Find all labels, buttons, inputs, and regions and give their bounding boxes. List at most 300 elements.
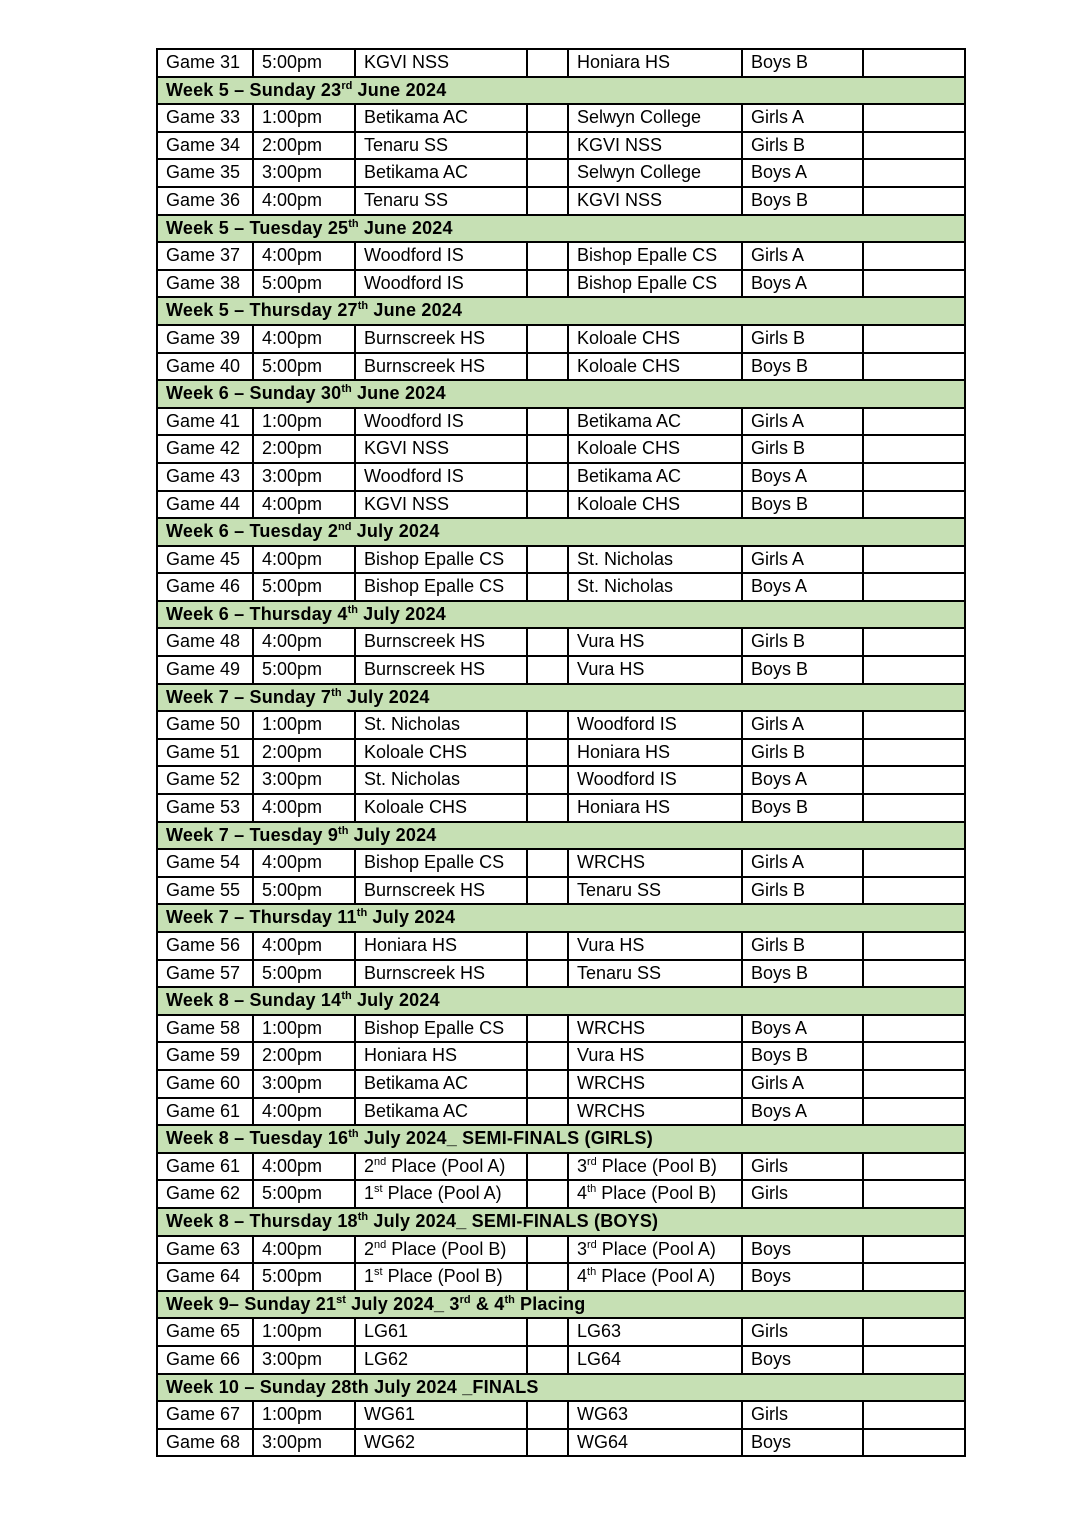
time-cell: 1:00pm <box>253 1318 355 1346</box>
game-id-cell: Game 57 <box>157 960 253 988</box>
home-team-cell: KGVI NSS <box>355 435 527 463</box>
time-cell: 5:00pm <box>253 656 355 684</box>
notes-cell <box>863 711 965 739</box>
vs-spacer-cell <box>527 573 568 601</box>
vs-spacer-cell <box>527 104 568 132</box>
game-id-cell: Game 65 <box>157 1318 253 1346</box>
ordinal-superscript: rd <box>341 79 353 92</box>
game-row <box>157 1429 965 1457</box>
game-row <box>157 877 965 905</box>
vs-spacer-cell <box>527 1346 568 1374</box>
division-cell: Girls B <box>742 877 863 905</box>
home-team-cell: Tenaru SS <box>355 187 527 215</box>
ordinal-superscript: th <box>357 1210 369 1223</box>
game-row <box>157 242 965 270</box>
away-team-cell: Koloale CHS <box>568 325 742 353</box>
week-header-row <box>157 904 965 932</box>
ordinal-superscript: rd <box>587 1155 597 1168</box>
ordinal-superscript: th <box>587 1183 597 1196</box>
week-header-row <box>157 822 965 850</box>
game-row <box>157 932 965 960</box>
time-cell: 2:00pm <box>253 1042 355 1070</box>
vs-spacer-cell <box>527 270 568 298</box>
game-id-cell: Game 48 <box>157 628 253 656</box>
division-cell: Boys A <box>742 766 863 794</box>
game-row <box>157 187 965 215</box>
game-id-cell: Game 52 <box>157 766 253 794</box>
ordinal-superscript: th <box>356 907 368 920</box>
away-team-cell: Honiara HS <box>568 739 742 767</box>
vs-spacer-cell <box>527 1042 568 1070</box>
away-team-cell: Koloale CHS <box>568 491 742 519</box>
vs-spacer-cell <box>527 49 568 77</box>
division-cell: Boys A <box>742 159 863 187</box>
vs-spacer-cell <box>527 960 568 988</box>
week-header-cell: Week 10 – Sunday 28th July 2024 _FINALS <box>157 1374 965 1402</box>
home-team-cell: Burnscreek HS <box>355 325 527 353</box>
time-cell: 4:00pm <box>253 849 355 877</box>
time-cell: 1:00pm <box>253 104 355 132</box>
game-row <box>157 766 965 794</box>
game-row <box>157 491 965 519</box>
game-id-cell: Game 61 <box>157 1098 253 1126</box>
division-cell: Boys A <box>742 573 863 601</box>
time-cell: 4:00pm <box>253 546 355 574</box>
week-header-row <box>157 601 965 629</box>
ordinal-superscript: th <box>331 686 342 699</box>
game-id-cell: Game 54 <box>157 849 253 877</box>
away-team-cell: Tenaru SS <box>568 877 742 905</box>
time-cell: 4:00pm <box>253 794 355 822</box>
game-id-cell: Game 58 <box>157 1015 253 1043</box>
home-team-cell: Bishop Epalle CS <box>355 849 527 877</box>
time-cell: 5:00pm <box>253 353 355 381</box>
notes-cell <box>863 491 965 519</box>
division-cell: Girls B <box>742 435 863 463</box>
game-id-cell: Game 63 <box>157 1236 253 1264</box>
home-team-cell: LG61 <box>355 1318 527 1346</box>
ordinal-superscript: th <box>348 1128 359 1141</box>
division-cell: Girls A <box>742 849 863 877</box>
home-team-cell: Koloale CHS <box>355 794 527 822</box>
home-team-cell: Betikama AC <box>355 1070 527 1098</box>
game-row <box>157 794 965 822</box>
game-id-cell: Game 56 <box>157 932 253 960</box>
vs-spacer-cell <box>527 1153 568 1181</box>
time-cell: 2:00pm <box>253 739 355 767</box>
notes-cell <box>863 1015 965 1043</box>
game-row <box>157 1180 965 1208</box>
time-cell: 4:00pm <box>253 242 355 270</box>
away-team-cell: WRCHS <box>568 1098 742 1126</box>
game-row <box>157 546 965 574</box>
time-cell: 3:00pm <box>253 1429 355 1457</box>
away-team-cell: KGVI NSS <box>568 187 742 215</box>
notes-cell <box>863 1236 965 1264</box>
vs-spacer-cell <box>527 1401 568 1429</box>
notes-cell <box>863 932 965 960</box>
home-team-cell: Woodford IS <box>355 270 527 298</box>
home-team-cell: Koloale CHS <box>355 739 527 767</box>
game-id-cell: Game 68 <box>157 1429 253 1457</box>
notes-cell <box>863 794 965 822</box>
division-cell: Boys B <box>742 1042 863 1070</box>
away-team-cell: St. Nicholas <box>568 546 742 574</box>
game-row <box>157 849 965 877</box>
game-id-cell: Game 34 <box>157 132 253 160</box>
vs-spacer-cell <box>527 877 568 905</box>
away-team-cell: WRCHS <box>568 1070 742 1098</box>
game-row <box>157 656 965 684</box>
away-team-cell: Vura HS <box>568 932 742 960</box>
time-cell: 3:00pm <box>253 1070 355 1098</box>
notes-cell <box>863 325 965 353</box>
away-team-cell: Bishop Epalle CS <box>568 242 742 270</box>
home-team-cell: KGVI NSS <box>355 49 527 77</box>
notes-cell <box>863 1070 965 1098</box>
time-cell: 4:00pm <box>253 1153 355 1181</box>
home-team-cell: St. Nicholas <box>355 766 527 794</box>
week-header-cell: Week 5 – Sunday 23rd June 2024 <box>157 77 965 105</box>
week-header-cell: Week 8 – Thursday 18th July 2024_ SEMI-FINALS (BOYS) <box>157 1208 965 1236</box>
ordinal-superscript: nd <box>374 1155 387 1168</box>
away-team-cell: 3rd Place (Pool B) <box>568 1153 742 1181</box>
home-team-cell: Honiara HS <box>355 1042 527 1070</box>
ordinal-superscript: th <box>347 603 358 616</box>
away-team-cell: Vura HS <box>568 656 742 684</box>
game-row <box>157 1401 965 1429</box>
game-id-cell: Game 35 <box>157 159 253 187</box>
vs-spacer-cell <box>527 849 568 877</box>
away-team-cell: WG64 <box>568 1429 742 1457</box>
time-cell: 1:00pm <box>253 408 355 436</box>
division-cell: Girls A <box>742 242 863 270</box>
division-cell: Boys <box>742 1236 863 1264</box>
away-team-cell: Woodford IS <box>568 711 742 739</box>
game-row <box>157 270 965 298</box>
game-row <box>157 1042 965 1070</box>
home-team-cell: Betikama AC <box>355 104 527 132</box>
game-id-cell: Game 43 <box>157 463 253 491</box>
notes-cell <box>863 546 965 574</box>
game-id-cell: Game 51 <box>157 739 253 767</box>
game-id-cell: Game 49 <box>157 656 253 684</box>
vs-spacer-cell <box>527 1263 568 1291</box>
ordinal-superscript: st <box>336 1293 346 1306</box>
division-cell: Boys B <box>742 794 863 822</box>
week-header-cell: Week 6 – Sunday 30th June 2024 <box>157 380 965 408</box>
division-cell: Boys B <box>742 656 863 684</box>
division-cell: Girls B <box>742 132 863 160</box>
division-cell: Girls A <box>742 711 863 739</box>
notes-cell <box>863 270 965 298</box>
game-id-cell: Game 45 <box>157 546 253 574</box>
vs-spacer-cell <box>527 132 568 160</box>
home-team-cell: Burnscreek HS <box>355 656 527 684</box>
time-cell: 4:00pm <box>253 932 355 960</box>
week-header-cell: Week 5 – Tuesday 25th June 2024 <box>157 215 965 243</box>
home-team-cell: 2nd Place (Pool B) <box>355 1236 527 1264</box>
notes-cell <box>863 242 965 270</box>
away-team-cell: 3rd Place (Pool A) <box>568 1236 742 1264</box>
division-cell: Girls <box>742 1180 863 1208</box>
game-row <box>157 1346 965 1374</box>
ordinal-superscript: th <box>504 1293 515 1306</box>
game-id-cell: Game 31 <box>157 49 253 77</box>
game-id-cell: Game 38 <box>157 270 253 298</box>
ordinal-superscript: th <box>338 824 349 837</box>
ordinal-superscript: th <box>587 1266 597 1279</box>
notes-cell <box>863 1153 965 1181</box>
away-team-cell: WRCHS <box>568 1015 742 1043</box>
ordinal-superscript: rd <box>459 1293 471 1306</box>
game-id-cell: Game 55 <box>157 877 253 905</box>
home-team-cell: Burnscreek HS <box>355 628 527 656</box>
division-cell: Boys B <box>742 353 863 381</box>
game-id-cell: Game 46 <box>157 573 253 601</box>
vs-spacer-cell <box>527 325 568 353</box>
game-id-cell: Game 66 <box>157 1346 253 1374</box>
week-header-row <box>157 380 965 408</box>
vs-spacer-cell <box>527 1318 568 1346</box>
notes-cell <box>863 849 965 877</box>
vs-spacer-cell <box>527 408 568 436</box>
week-header-cell: Week 9– Sunday 21st July 2024_ 3rd & 4th Placing <box>157 1291 965 1319</box>
away-team-cell: Vura HS <box>568 1042 742 1070</box>
time-cell: 2:00pm <box>253 435 355 463</box>
vs-spacer-cell <box>527 739 568 767</box>
away-team-cell: St. Nicholas <box>568 573 742 601</box>
home-team-cell: KGVI NSS <box>355 491 527 519</box>
week-header-cell: Week 8 – Sunday 14th July 2024 <box>157 987 965 1015</box>
game-row <box>157 711 965 739</box>
game-row <box>157 104 965 132</box>
game-row <box>157 353 965 381</box>
notes-cell <box>863 104 965 132</box>
game-id-cell: Game 44 <box>157 491 253 519</box>
game-row <box>157 628 965 656</box>
time-cell: 3:00pm <box>253 159 355 187</box>
vs-spacer-cell <box>527 1429 568 1457</box>
week-header-row <box>157 987 965 1015</box>
notes-cell <box>863 1401 965 1429</box>
game-row <box>157 408 965 436</box>
week-header-cell: Week 7 – Tuesday 9th July 2024 <box>157 822 965 850</box>
home-team-cell: St. Nicholas <box>355 711 527 739</box>
time-cell: 5:00pm <box>253 960 355 988</box>
vs-spacer-cell <box>527 1098 568 1126</box>
vs-spacer-cell <box>527 1070 568 1098</box>
away-team-cell: Betikama AC <box>568 408 742 436</box>
game-row <box>157 1263 965 1291</box>
notes-cell <box>863 463 965 491</box>
time-cell: 1:00pm <box>253 1015 355 1043</box>
game-id-cell: Game 37 <box>157 242 253 270</box>
division-cell: Boys B <box>742 960 863 988</box>
notes-cell <box>863 1318 965 1346</box>
vs-spacer-cell <box>527 1180 568 1208</box>
away-team-cell: Vura HS <box>568 628 742 656</box>
time-cell: 5:00pm <box>253 270 355 298</box>
week-header-cell: Week 6 – Thursday 4th July 2024 <box>157 601 965 629</box>
away-team-cell: LG63 <box>568 1318 742 1346</box>
ordinal-superscript: st <box>374 1183 383 1196</box>
time-cell: 4:00pm <box>253 187 355 215</box>
away-team-cell: Honiara HS <box>568 794 742 822</box>
notes-cell <box>863 628 965 656</box>
week-header-cell: Week 8 – Tuesday 16th July 2024_ SEMI-FINALS (GIRLS) <box>157 1125 965 1153</box>
home-team-cell: 1st Place (Pool B) <box>355 1263 527 1291</box>
week-header-row <box>157 518 965 546</box>
notes-cell <box>863 1042 965 1070</box>
time-cell: 1:00pm <box>253 711 355 739</box>
game-id-cell: Game 36 <box>157 187 253 215</box>
time-cell: 4:00pm <box>253 491 355 519</box>
time-cell: 5:00pm <box>253 1263 355 1291</box>
game-row <box>157 1318 965 1346</box>
time-cell: 3:00pm <box>253 463 355 491</box>
game-id-cell: Game 40 <box>157 353 253 381</box>
ordinal-superscript: rd <box>587 1238 597 1251</box>
notes-cell <box>863 1180 965 1208</box>
notes-cell <box>863 187 965 215</box>
away-team-cell: LG64 <box>568 1346 742 1374</box>
time-cell: 4:00pm <box>253 628 355 656</box>
home-team-cell: Woodford IS <box>355 242 527 270</box>
week-header-row <box>157 77 965 105</box>
ordinal-superscript: th <box>357 300 369 313</box>
time-cell: 5:00pm <box>253 877 355 905</box>
game-row <box>157 132 965 160</box>
game-id-cell: Game 64 <box>157 1263 253 1291</box>
vs-spacer-cell <box>527 1015 568 1043</box>
week-header-row <box>157 684 965 712</box>
week-header-cell: Week 6 – Tuesday 2nd July 2024 <box>157 518 965 546</box>
game-row <box>157 1015 965 1043</box>
game-row <box>157 463 965 491</box>
home-team-cell: 1st Place (Pool A) <box>355 1180 527 1208</box>
division-cell: Girls A <box>742 1070 863 1098</box>
time-cell: 5:00pm <box>253 49 355 77</box>
vs-spacer-cell <box>527 187 568 215</box>
game-id-cell: Game 41 <box>157 408 253 436</box>
vs-spacer-cell <box>527 711 568 739</box>
game-row <box>157 1153 965 1181</box>
game-id-cell: Game 53 <box>157 794 253 822</box>
vs-spacer-cell <box>527 932 568 960</box>
home-team-cell: Burnscreek HS <box>355 960 527 988</box>
vs-spacer-cell <box>527 628 568 656</box>
notes-cell <box>863 435 965 463</box>
home-team-cell: LG62 <box>355 1346 527 1374</box>
away-team-cell: Koloale CHS <box>568 353 742 381</box>
away-team-cell: Selwyn College <box>568 159 742 187</box>
game-id-cell: Game 39 <box>157 325 253 353</box>
vs-spacer-cell <box>527 159 568 187</box>
game-id-cell: Game 62 <box>157 1180 253 1208</box>
notes-cell <box>863 1263 965 1291</box>
vs-spacer-cell <box>527 546 568 574</box>
division-cell: Boys A <box>742 1098 863 1126</box>
game-row <box>157 1070 965 1098</box>
division-cell: Girls A <box>742 546 863 574</box>
notes-cell <box>863 960 965 988</box>
division-cell: Girls B <box>742 325 863 353</box>
vs-spacer-cell <box>527 656 568 684</box>
division-cell: Girls A <box>742 408 863 436</box>
game-id-cell: Game 67 <box>157 1401 253 1429</box>
away-team-cell: Selwyn College <box>568 104 742 132</box>
home-team-cell: Woodford IS <box>355 408 527 436</box>
division-cell: Girls B <box>742 739 863 767</box>
notes-cell <box>863 49 965 77</box>
division-cell: Girls B <box>742 628 863 656</box>
division-cell: Boys A <box>742 270 863 298</box>
home-team-cell: Tenaru SS <box>355 132 527 160</box>
division-cell: Boys B <box>742 49 863 77</box>
week-header-row <box>157 1125 965 1153</box>
game-row <box>157 960 965 988</box>
vs-spacer-cell <box>527 435 568 463</box>
time-cell: 3:00pm <box>253 766 355 794</box>
vs-spacer-cell <box>527 463 568 491</box>
home-team-cell: Burnscreek HS <box>355 353 527 381</box>
week-header-row <box>157 1208 965 1236</box>
division-cell: Boys B <box>742 187 863 215</box>
away-team-cell: WRCHS <box>568 849 742 877</box>
division-cell: Boys A <box>742 1015 863 1043</box>
away-team-cell: Betikama AC <box>568 463 742 491</box>
week-header-cell: Week 5 – Thursday 27th June 2024 <box>157 297 965 325</box>
notes-cell <box>863 766 965 794</box>
division-cell: Girls <box>742 1401 863 1429</box>
home-team-cell: Honiara HS <box>355 932 527 960</box>
vs-spacer-cell <box>527 242 568 270</box>
ordinal-superscript: th <box>341 990 352 1003</box>
time-cell: 3:00pm <box>253 1346 355 1374</box>
time-cell: 5:00pm <box>253 573 355 601</box>
division-cell: Boys B <box>742 491 863 519</box>
division-cell: Girls <box>742 1153 863 1181</box>
division-cell: Girls <box>742 1318 863 1346</box>
home-team-cell: WG62 <box>355 1429 527 1457</box>
away-team-cell: Koloale CHS <box>568 435 742 463</box>
game-row <box>157 573 965 601</box>
vs-spacer-cell <box>527 1236 568 1264</box>
home-team-cell: Betikama AC <box>355 159 527 187</box>
home-team-cell: WG61 <box>355 1401 527 1429</box>
division-cell: Boys <box>742 1346 863 1374</box>
game-row <box>157 1236 965 1264</box>
notes-cell <box>863 656 965 684</box>
ordinal-superscript: nd <box>374 1238 387 1251</box>
game-id-cell: Game 60 <box>157 1070 253 1098</box>
ordinal-superscript: th <box>341 383 352 396</box>
ordinal-superscript: st <box>374 1266 383 1279</box>
home-team-cell: Betikama AC <box>355 1098 527 1126</box>
home-team-cell: Burnscreek HS <box>355 877 527 905</box>
time-cell: 4:00pm <box>253 1098 355 1126</box>
away-team-cell: WG63 <box>568 1401 742 1429</box>
game-row <box>157 159 965 187</box>
away-team-cell: Tenaru SS <box>568 960 742 988</box>
ordinal-superscript: th <box>348 217 359 230</box>
home-team-cell: 2nd Place (Pool A) <box>355 1153 527 1181</box>
away-team-cell: Bishop Epalle CS <box>568 270 742 298</box>
notes-cell <box>863 159 965 187</box>
notes-cell <box>863 132 965 160</box>
notes-cell <box>863 408 965 436</box>
